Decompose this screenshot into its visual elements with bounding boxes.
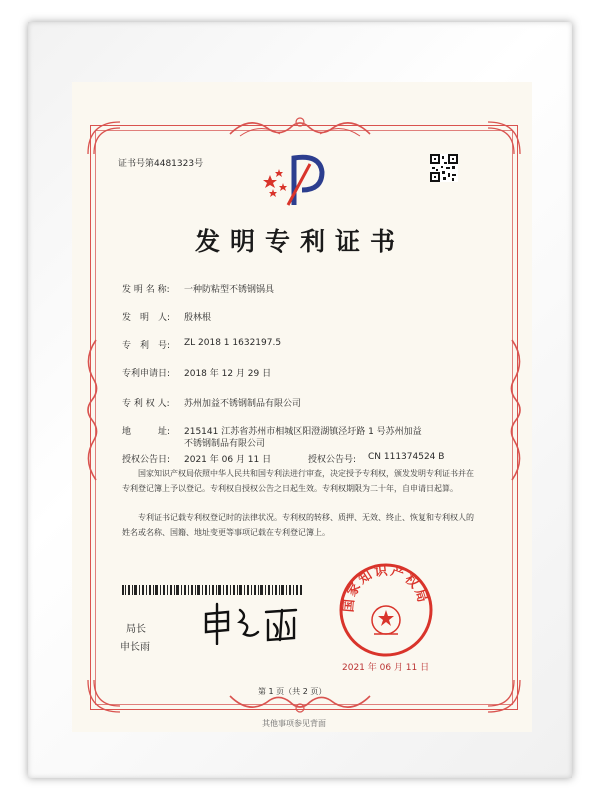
certificate-title: 发明专利证书	[194, 227, 405, 256]
field-value-patent-no: ZL 2018 1 1632197.5	[184, 338, 282, 348]
field-label-invention-name: 发 明 名 称:	[122, 285, 170, 295]
field-value-filing-date: 2018 年 12 月 29 日	[184, 369, 272, 379]
patent-logo-icon	[258, 150, 338, 210]
field-label-inventor: 发 明 人:	[122, 313, 171, 323]
seal-date: 2021 年 06 月 11 日	[342, 663, 430, 673]
field-value-address: 215141 江苏省苏州市相城区阳澄湖镇泾圩路 1 号苏州加益	[184, 427, 422, 437]
corner-ornament-bl	[84, 676, 124, 716]
corner-ornament-tl	[84, 118, 124, 158]
field-value-patentee: 苏州加益不锈钢制品有限公司	[184, 399, 302, 409]
grant-date-label: 授权公告日:	[122, 455, 171, 465]
grant-no-value: CN 111374524 B	[368, 452, 445, 462]
director-title: 局长	[126, 624, 146, 635]
barcode	[122, 585, 302, 595]
seal-text: 国家知识产权局	[341, 563, 431, 613]
director-name: 申长雨	[120, 642, 150, 653]
field-label-filing-date: 专利申请日:	[122, 369, 171, 379]
top-ornament	[220, 112, 380, 140]
qr-code	[430, 154, 458, 182]
field-value-inventor: 殷林根	[184, 313, 212, 323]
field-label-patent-no: 专 利 号:	[122, 341, 171, 351]
certificate-paragraph-1: 国家知识产权局依照中华人民共和国专利法进行审查，决定授予专利权，颁发发明专利证书并在专利登记簿上予以登记。专利权自授权公告之日起生效。专利权期限为二十年，自申请日起算。	[122, 469, 474, 493]
page-info: 第 1 页（共 2 页）	[258, 687, 327, 696]
field-label-patentee: 专 利 权 人:	[122, 399, 170, 409]
red-border-inner	[95, 130, 513, 705]
director-signature	[200, 600, 300, 645]
grant-date-value: 2021 年 06 月 11 日	[184, 455, 272, 465]
corner-ornament-tr	[484, 118, 524, 158]
corner-ornament-br	[484, 676, 524, 716]
certificate-number: 证书号第4481323号	[118, 159, 204, 169]
official-seal	[336, 560, 436, 660]
grant-no-label: 授权公告号:	[308, 455, 357, 465]
footer-note: 其他事项参见背面	[262, 719, 326, 728]
field-value-invention-name: 一种防粘型不锈钢锅具	[184, 285, 275, 295]
field-value-address-line2: 不锈钢制品有限公司	[184, 439, 266, 449]
left-ornament	[80, 330, 102, 490]
right-ornament	[506, 330, 528, 490]
field-label-address: 地 址:	[122, 427, 171, 437]
certificate-paragraph-2: 专利证书记载专利权登记时的法律状况。专利权的转移、质押、无效、终止、恢复和专利权人的姓名或名称、国籍、地址变更等事项记载在专利登记簿上。	[122, 513, 474, 537]
